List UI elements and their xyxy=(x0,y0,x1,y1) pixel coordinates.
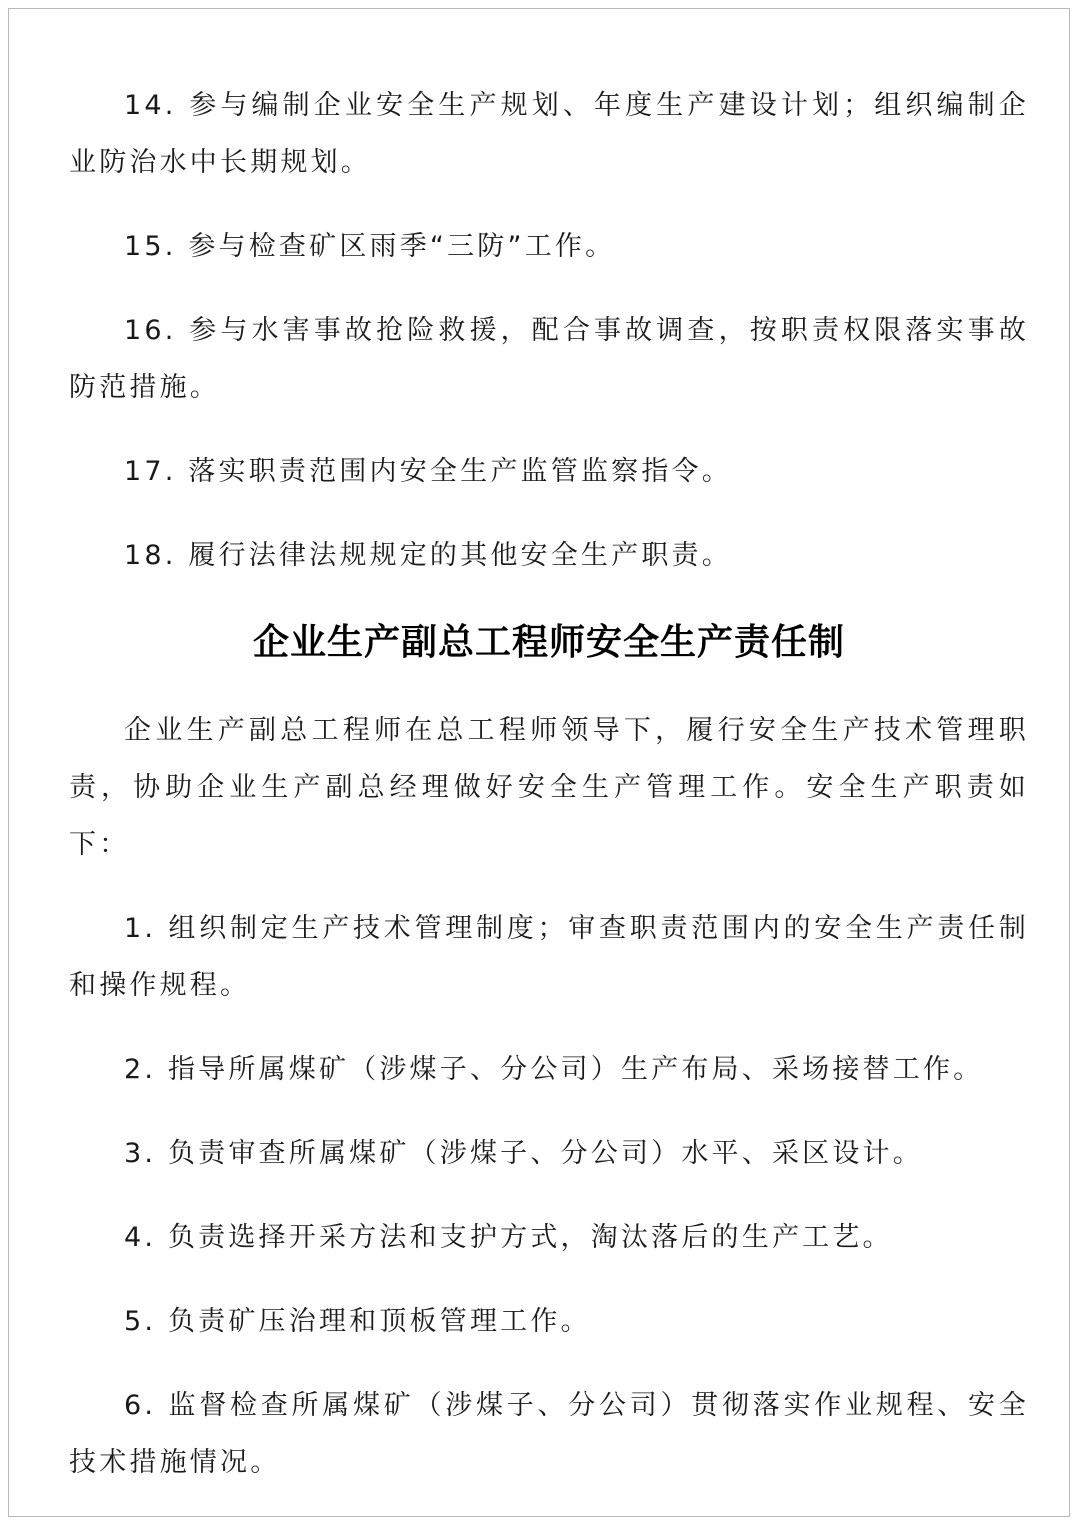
list-item-2: 2. 指导所属煤矿（涉煤子、分公司）生产布局、采场接替工作。 xyxy=(124,1054,984,1085)
document-body xyxy=(69,77,1029,1518)
list-item-1: 1. 组织制定生产技术管理制度；审查职责范围内的安全生产责任制和操作规程。 xyxy=(69,913,1029,1001)
list-item-16: 16. 参与水害事故抢险救援，配合事故调查，按职责权限落实事故防范措施。 xyxy=(69,315,1029,403)
list-item-6: 6. 监督检查所属煤矿（涉煤子、分公司）贯彻落实作业规程、安全技术措施情况。 xyxy=(69,1390,1029,1478)
list-item-3: 3. 负责审查所属煤矿（涉煤子、分公司）水平、采区设计。 xyxy=(124,1138,923,1169)
list-item-14: 14. 参与编制企业安全生产规划、年度生产建设计划；组织编制企业防治水中长期规划。 xyxy=(69,90,1029,178)
list-item-18: 18. 履行法律法规规定的其他安全生产职责。 xyxy=(124,540,732,571)
list-item-4: 4. 负责选择开采方法和支护方式，淘汰落后的生产工艺。 xyxy=(124,1222,893,1253)
intro-paragraph: 企业生产副总工程师在总工程师领导下，履行安全生产技术管理职责，协助企业生产副总经理做好安全生产管理工作。安全生产职责如下： xyxy=(69,715,1029,860)
list-item-17: 17. 落实职责范围内安全生产监管监察指令。 xyxy=(124,456,732,487)
list-item-5: 5. 负责矿压治理和顶板管理工作。 xyxy=(124,1306,591,1337)
section-title: 企业生产副总工程师安全生产责任制 xyxy=(252,621,845,663)
list-item-15: 15. 参与检查矿区雨季“三防”工作。 xyxy=(124,231,616,262)
document-page xyxy=(8,8,1070,1517)
